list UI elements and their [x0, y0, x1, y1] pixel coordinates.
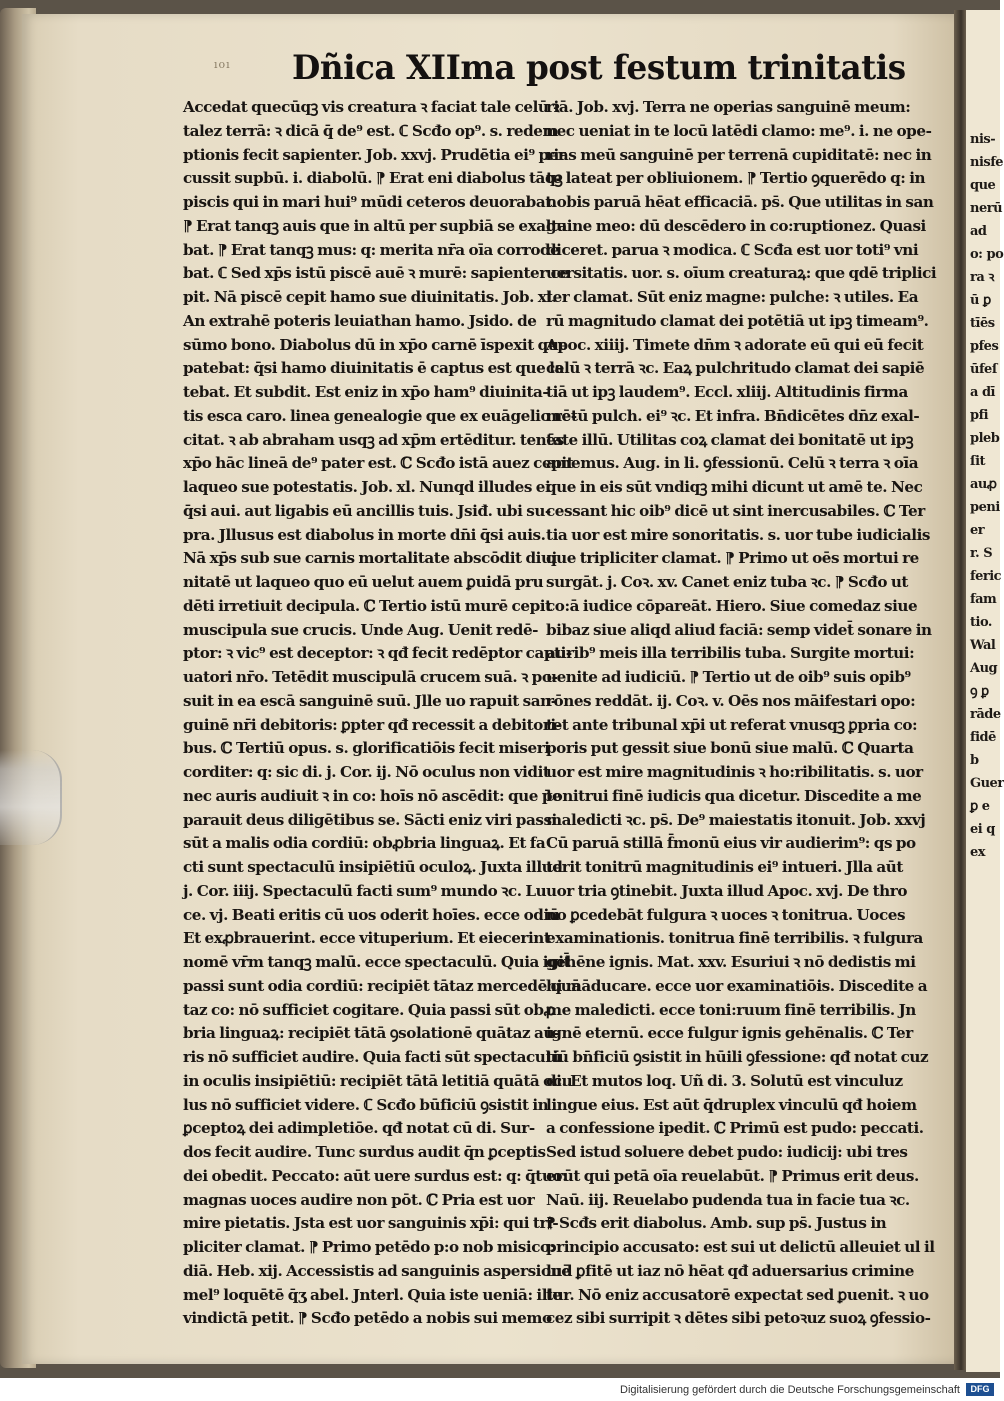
text-line: lingue eius. Est aūt q̄druplex vinculū qđ hoiem [546, 1095, 917, 1114]
text-line: tiā ut ipꝫ laudem⁹. Eccl. xliij. Altitudinis firma [546, 383, 908, 401]
text-line: magnas uoces audire non pōt. ℂ Pria est uor [183, 1190, 535, 1209]
text-line: rū magnitudo clamat dei potētiā ut ipꝫ timeam⁹. [546, 311, 929, 330]
text-line: guinē nr̄i debitoris: ꝑpter qđ recessit a debitori- [183, 715, 562, 734]
text-line: cez sibi surripit ꝛ dētes sibi petoꝛuz suoꝝ ꝯfessio- [546, 1309, 931, 1328]
text-line: talez terrā: ꝛ dicā q̄ de⁹ est. ℂ Scđo op⁹. s. redem [183, 121, 559, 140]
text-line: cessant hic oib⁹ dicē ut sint inercusabiles. ℂ Ter [546, 501, 925, 520]
adjacent-text-fragment: Aug [970, 661, 998, 676]
text-line: tebat. Et subdit. Est eniz in xp̄o ham⁹ diuinita- [183, 383, 549, 401]
page-recto-fragment [966, 10, 1004, 1372]
text-line: in oculis insipiētiū: recipiēt tātā letitiā quātā ocu [183, 1071, 573, 1090]
text-line: lus nō sufficiet videre. ℂ Scđo būficiū ꝯsistit in [183, 1095, 549, 1114]
text-line: examinationis. tonitrua finē terribilis. ꝛ fulgura [546, 929, 923, 948]
text-line: aurib⁹ meis illa terribilis tuba. Surgite mortui: [546, 644, 915, 663]
text-line: bat. ⁋ Erat tanqꝫ mus: q: merita nr̄a oīa corrode [183, 240, 560, 259]
text-line: dēti irretiuit decipula. ℂ Tertio istū murē cepit [183, 596, 552, 615]
text-column-left [183, 96, 581, 1331]
text-line: diā. Heb. xij. Accessistis ad sanguinis aspersionē [183, 1261, 571, 1280]
text-line: uenite ad iudiciū. ⁋ Tertio ut de oib⁹ suis opib⁹ [546, 668, 911, 686]
adjacent-text-fragment: pfi [970, 408, 989, 423]
text-line: uatori nr̄o. Tetēdit muscipulā crucem suā. ꝛ po- [183, 668, 558, 686]
adjacent-text-fragment: rāde [970, 707, 1001, 722]
text-line: poris put gessit siue bonū siue malū. ℂ Quarta [546, 739, 914, 758]
text-line: mel⁹ loquētē q̄ʒ abel. Jnterl. Quia iste ueniā: ille [183, 1285, 562, 1304]
text-line: Naū. iij. Reuelabo pudenda tua in facie tua ꝛc. [546, 1190, 910, 1209]
text-line: principio accusato: est sui ut delictū alleuiet ul il [546, 1238, 935, 1256]
adjacent-text-fragment: b [970, 753, 979, 768]
adjacent-text-fragment: ūfeſ [970, 362, 997, 377]
adjacent-text-fragment: ꝑ e [970, 799, 990, 814]
text-line: sūmo bono. Diabolus dū in xp̄o carnē īspexit que [183, 335, 568, 354]
funding-credit[interactable]: Digitalisierung gefördert durch die Deutsche Forschungsgemeinschaft [620, 1384, 960, 1396]
adjacent-text-fragment: peni [970, 500, 1000, 515]
text-line: Nā xp̄s sub sue carnis mortalitate abscōdit diui [183, 549, 557, 568]
adjacent-text-fragment: r. S [970, 546, 993, 561]
adjacent-text-fragment: pfes [970, 339, 999, 354]
text-line: tia uor est mire sonoritatis. s. uor tube iudicialis [546, 525, 931, 544]
dfg-logo[interactable]: DFG [966, 1383, 994, 1396]
adjacent-text-fragment: feric [970, 569, 1002, 584]
text-line: dos fecit audire. Tunc surdus audit q̄n ꝑceptis [183, 1143, 546, 1161]
text-line: bria linguaꝝ: recipiēt tātā ꝯsolationē quātaz au- [183, 1024, 560, 1043]
text-line: lud ꝑfitē ut iaz nō hēat qđ aduersarius crimine [546, 1261, 914, 1280]
text-line: amemus. Aug. in li. ꝯfessionū. Celū ꝛ terra ꝛ oīa [546, 454, 919, 473]
text-line: corditer: q: sic di. j. Cor. ij. Nō oculus non vidit [183, 763, 550, 781]
text-line: muscipula sue crucis. Unde Aug. Uenit redē- [183, 620, 539, 639]
text-line: mire pietatis. Jsta est uor sanguinis xp̄i: qui tri- [183, 1214, 559, 1233]
adjacent-text-fragment: o: po [970, 247, 1004, 262]
text-line: guine meo: dū descēdero in co:ruptionez. Quasi [546, 216, 926, 235]
adjacent-text-fragment: ex [970, 845, 986, 860]
text-line: ⁋ Scđs erit diabolus. Amb. sup ps̄. Justus in [546, 1214, 887, 1233]
adjacent-text-fragment: pleb [970, 431, 1000, 446]
text-line: pra. Jllusus est diabolus in morte dn̄i q̄si auis. [183, 525, 546, 544]
text-line: terit tonitrū magnitudinis ei⁹ intueri. Jlla aūt [546, 858, 903, 876]
adjacent-text-fragment: nis- [970, 132, 996, 147]
text-line: Apoc. xiiij. Timete dn̄m ꝛ adorate eū qui eū fecit [546, 335, 924, 354]
text-line: nec ueniat in te locū latēdi clamo: me⁹. i. ne ope- [546, 121, 932, 140]
plastic-page-clip [0, 750, 62, 845]
text-line: uor est mire magnitudinis ꝛ ho:ribilitatis. s. uor [546, 763, 923, 781]
text-line: xp̄o hāc lineā de⁹ pater est. ℂ Scđo istā auez cepit [183, 454, 574, 473]
text-line: tonitrui finē iudicis qua dicetur. Discedite a me [546, 786, 922, 805]
text-line: tur. Nō eniz accusatorē expectat sed ꝑuenit. ꝛ uo [546, 1285, 929, 1304]
text-line: Accedat quecūqꝫ vis creatura ꝛ faciat tale celū ꝛ [183, 98, 560, 116]
text-line: bibaz siue aliqd aliud faciā: semp videt̄ sonare in [546, 620, 932, 639]
adjacent-text-fragment: Wal [970, 638, 996, 653]
text-line: bus. ℂ Tertiū opus. s. glorificatiōis fecit miseri [183, 739, 550, 758]
adjacent-text-fragment: ei q [970, 822, 995, 837]
text-line: tet ante tribunal xp̄i ut referat vnusqꝫ ꝑpria co: [546, 715, 918, 734]
text-line: mētū pulch. ei⁹ ꝛc. Et infra. Bn̄dicētes dn̄z exal- [546, 406, 920, 425]
text-line: pit. Nā piscē cepit hamo sue diuinitatis. Job. xl. [183, 288, 557, 306]
text-line: ꝑceptoꝝ dei adimpletiōe. qđ notat cū di. Sur- [183, 1119, 535, 1138]
adjacent-page-text [970, 128, 1004, 864]
adjacent-text-fragment: auꝓ [970, 477, 997, 492]
text-line: hi māducare. ecce uor examinatiōis. Discedite a [546, 976, 928, 995]
text-line: surgāt. j. Coꝛ. xv. Canet eniz tuba ꝛc. ⁋ Scđo ut [546, 573, 908, 591]
text-line: que tripliciter clamat. ⁋ Primo ut oēs mortui re [546, 549, 919, 568]
text-line: rōnes reddāt. ij. Coꝛ. v. Oēs nos māifestari opo: [546, 691, 916, 710]
text-line: ⁋ Erat tanqꝫ auis que in altū per supbiā se exalta [183, 216, 567, 235]
text-line: co:ā iudice cōpareāt. Hiero. Siue comedaz siue [546, 596, 918, 615]
adjacent-text-fragment: nisfe [970, 155, 1004, 170]
text-line: Cū paruā stillā f̄monū eius vir audierim⁹: qs po [546, 834, 916, 853]
text-line: cti sunt spectaculū insipiētiū oculoꝝ. Juxta illud [183, 858, 563, 876]
text-line: que in eis sūt vndiqꝫ mihi dicunt ut amē te. Nec [546, 478, 923, 496]
text-line: citat. ꝛ ab abraham usqꝫ ad xp̄m ertēditur. tenēs [183, 430, 564, 449]
adjacent-text-fragment: ꝯ ꝑ [970, 684, 989, 699]
text-column-right [546, 96, 937, 1331]
adjacent-text-fragment: a dī [970, 385, 995, 400]
text-line: dei obedit. Peccato: aūt uere surdus est: q: q̄tuo: [183, 1166, 568, 1185]
text-line: laqueo sue potestatis. Job. xl. Nunqd illudes ei [183, 478, 551, 496]
text-line: passi sunt odia cordiū: recipiēt tātaz mercedē quā [183, 976, 581, 995]
text-line: diceret. parua ꝛ modica. ℂ Scđa est uor toti⁹ vni [546, 240, 919, 259]
text-line: uor tria ꝯtinebit. Juxta illud Apoc. xvj. De thro [546, 881, 908, 900]
text-line: rias meū sanguinē per terrenā cupiditatē: nec in [546, 145, 932, 164]
text-line: pliciter clamat. ⁋ Primo petēdo p:o nob misico: [183, 1238, 555, 1256]
text-line: patebat: q̄si hamo diuinitatis ē captus est que la [183, 359, 564, 378]
adjacent-text-fragment: fidē [970, 730, 996, 745]
text-line: ris nō sufficiet audire. Quia facti sūt spectaculū [183, 1048, 562, 1066]
text-line: maledicti ꝛc. ps̄. De⁹ maiestatis itonuit. Job. xxvj [546, 810, 926, 829]
adjacent-text-fragment: ſit [970, 454, 986, 469]
text-line: gehēne ignis. Mat. xxv. Esuriui ꝛ nō dedistis mi [546, 953, 916, 971]
adjacent-text-fragment: que [970, 178, 996, 193]
text-line: cussit supbū. i. diabolū. ⁋ Erat eni diabolus tāqꝫ [183, 169, 563, 188]
text-line: parauit deus diligētibus se. Sācti eniz viri passi [183, 810, 557, 829]
text-line: nobis paruā hēat efficaciā. ps̄. Que utilitas in san [546, 193, 934, 211]
text-line: ptor: ꝛ vic⁹ est deceptor: ꝛ qđ fecit redēptor capti- [183, 644, 572, 663]
text-line: suit in ea escā sanguinē suū. Jlle uo rapuit san- [183, 691, 557, 710]
text-line: vindictā petit. ⁋ Scđo petēdo a nobis sui memo [183, 1309, 552, 1328]
text-line: ter clamat. Sūt eniz magne: pulche: ꝛ utiles. Ea [546, 288, 919, 306]
adjacent-text-fragment: ra ꝛ [970, 270, 994, 285]
adjacent-text-fragment: tio. [970, 615, 992, 630]
adjacent-text-fragment: tīēs [970, 316, 995, 331]
text-line: a confessione ipedit. ℂ Primū est pudo: peccati. [546, 1119, 924, 1138]
text-line: uersitatis. uor. s. oīum creaturaꝝ: que qdē triplici [546, 264, 937, 283]
adjacent-text-fragment: ad [970, 224, 987, 239]
text-line: me maledicti. ecce toni:ruum finē terribilis. Jn [546, 1000, 916, 1019]
text-line: erūt qui petā oīa reuelabūt. ⁋ Primus erit deus. [546, 1166, 919, 1185]
text-line: q̄si aui. aut ligabis eū ancillis tuis. Jsiđ. ubi su- [183, 501, 551, 520]
text-line: Et exꝓbrauerint. ecce vituperium. Et eiecerint [183, 929, 551, 948]
folio-mark: ıoı [214, 58, 231, 71]
text-line: Sed istud soluere debet pudo: iudicij: ubi tres [546, 1143, 908, 1161]
text-line: no ꝑcedebāt fulgura ꝛ uoces ꝛ tonitrua. Uoces [546, 905, 906, 924]
text-line: An extrahē poteris leuiathan hamo. Jsido. de [183, 311, 537, 330]
text-line: celū ꝛ terrā ꝛc. Eaꝝ pulchritudo clamat dei sapiē [546, 359, 925, 378]
adjacent-text-fragment: nerū [970, 201, 1003, 216]
text-line: piscis qui in mari hui⁹ mūdi ceteros deuorabat. [183, 193, 557, 211]
text-line: di. Et mutos loq. Uñ di. 3. Solutū est vinculuz [546, 1071, 903, 1090]
text-line: te lateat per obliuionem. ⁋ Tertio ꝯquerēdo q: in [546, 169, 926, 188]
text-line: ptionis fecit sapienter. Job. xxvj. Prudētia ei⁹ per [183, 145, 566, 164]
text-line: riā. Job. xvj. Terra ne operias sanguinē meum: [546, 98, 911, 116]
text-line: bat. ℂ Sed xp̄s istū piscē auē ꝛ murē: sapienter ce [183, 264, 569, 283]
running-head: Dñica XIIma post festum trinitatis [292, 48, 906, 88]
text-line: tis esca caro. linea genealogie que ex euāgelio re- [183, 406, 577, 425]
text-line: j. Cor. iiij. Spectaculū facti sum⁹ mundo ꝛc. Lu [183, 881, 547, 900]
text-line: tiū bn̄ficiū ꝯsistit in hūili ꝯfessione: qđ notat cuz [546, 1048, 929, 1066]
adjacent-text-fragment: Guer [970, 776, 1004, 791]
text-line: ignē eternū. ecce fulgur ignis gehēnalis. ℂ Ter [546, 1024, 913, 1043]
adjacent-text-fragment: fam [970, 592, 997, 607]
text-line: ce. vj. Beati eritis cū uos oderit hoīes. ecce odiū [183, 905, 560, 924]
text-line: tate illū. Utilitas coꝝ clamat dei bonitatē ut ipꝫ [546, 430, 914, 449]
text-line: taz co: nō sufficiet cogitare. Quia passi sūt obꝓ [183, 1000, 555, 1019]
text-line: nec auris audiuit ꝛ in co: hoīs nō ascēdit: que p̄e [183, 786, 562, 805]
text-line: nomē vr̄m tanqꝫ malū. ecce spectaculū. Quia igit̄ [183, 953, 571, 971]
text-line: nitatē ut laqueo quo eū uelut auem ꝑuidā pru [183, 573, 544, 591]
adjacent-text-fragment: ū ꝑ [970, 293, 991, 308]
text-line: sūt a malis odia cordiū: obꝓbria linguaꝝ. Et fa [183, 834, 546, 853]
adjacent-text-fragment: er [970, 523, 985, 538]
